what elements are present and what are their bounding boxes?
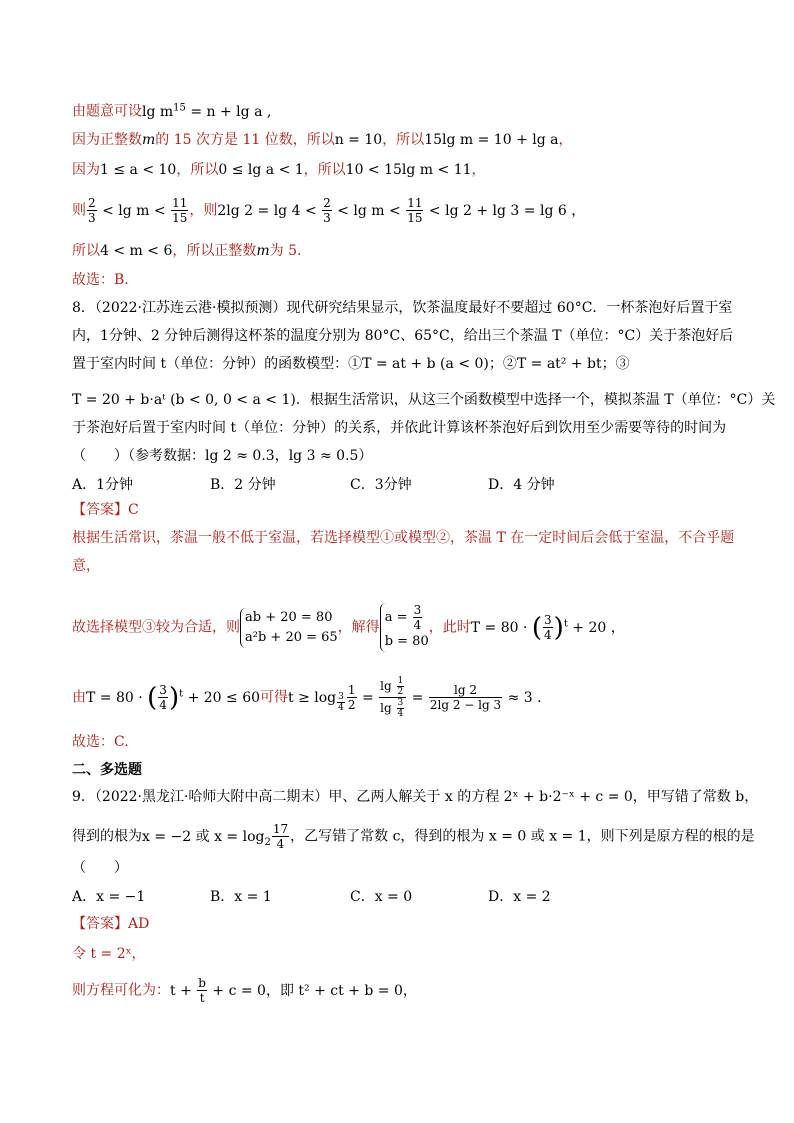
math-text: < lg m < xyxy=(332,202,406,219)
equation: a = xyxy=(384,610,412,625)
denominator: 3 xyxy=(88,211,96,225)
fraction xyxy=(158,683,168,712)
math-text: < lg m < xyxy=(97,202,171,219)
fraction xyxy=(272,822,289,851)
math-sub: 2 xyxy=(264,836,271,848)
math-text: m xyxy=(256,243,270,259)
math-text: 10 < 15lg m < 11 xyxy=(345,162,472,178)
q9-sol-line-1: 令 t = 2ˣ， xyxy=(72,946,146,962)
text: 可得 xyxy=(260,689,289,706)
denominator: t xyxy=(199,991,205,1005)
numerator: 3 xyxy=(338,692,344,703)
fraction: $\frac{1}{2}$ xyxy=(347,683,356,712)
equation: b = 80 xyxy=(384,634,429,649)
text: ， xyxy=(471,162,486,178)
math-text: + 20 ， xyxy=(567,619,625,636)
option-a: A．x = −1 xyxy=(72,889,146,905)
numerator: b xyxy=(198,976,206,990)
q8-options xyxy=(72,475,555,495)
text: ，所以 xyxy=(303,162,346,178)
text: ，所以 xyxy=(176,162,219,178)
text: 为 5. xyxy=(269,243,302,259)
q8-choose: 故选：C. xyxy=(72,734,129,750)
numerator: 3 xyxy=(413,603,422,617)
math-text: 1 ≤ a < 10 xyxy=(100,162,177,178)
text: 故选择模型③较为合适，则 xyxy=(72,619,240,636)
option-d: D．x = 2 xyxy=(488,889,551,905)
fraction xyxy=(171,196,188,225)
solution-system xyxy=(380,603,429,652)
text: ，乙写错了常数 c，得到的根为 x = 0 或 x = 1，则下列是原方程的根的是 xyxy=(290,828,755,845)
fraction xyxy=(429,683,502,712)
denominator: 2lg 2 − lg 3 xyxy=(429,698,502,712)
math-text: t + xyxy=(170,982,197,999)
fraction xyxy=(197,976,207,1005)
q8-sol-line-1: 根据生活常识，茶温一般不低于室温，若选择模型①或模型②，茶温 T 在一定时间后会低于室温，不合乎题 xyxy=(72,530,735,546)
denominator: 3 xyxy=(323,211,331,225)
sol7-choose: 故选：B. xyxy=(72,272,129,288)
text: 由题意可设 xyxy=(72,103,142,120)
q8-answer: 【答案】C xyxy=(72,502,139,518)
equation-system xyxy=(240,608,338,648)
equation: ab + 20 = 80 xyxy=(245,609,333,625)
sol7-line-5 xyxy=(72,241,301,261)
numerator: 11 xyxy=(407,196,423,210)
q9-sol-line-2 xyxy=(72,976,417,1005)
denominator: 15 xyxy=(407,211,423,225)
text: 则方程可化为： xyxy=(72,982,170,999)
q8-sol-line-3: 故选择模型③较为合适，则 ab + 20 = 80 a²b + 20 = 65 ，解得 a = $\frac{3}{4}$ b = 80 ，此时T = 80 · ( $\frac{3}{4}$ )$^t$ + 20 ， xyxy=(72,603,625,652)
denominator: 4 xyxy=(413,618,422,632)
text: 因为 xyxy=(72,162,100,178)
math-text: 15lg m = 10 + lg a xyxy=(424,132,559,148)
option-b: B．x = 1 xyxy=(210,889,272,905)
denominator: 15 xyxy=(172,211,188,225)
option-b: B．2 分钟 xyxy=(210,477,276,493)
text: 由 xyxy=(72,689,86,706)
math-text: = n + lg a , xyxy=(185,103,272,120)
text: 的 15 次方是 11 位数，所以 xyxy=(155,132,335,148)
denominator: 4 xyxy=(338,703,344,714)
sol7-line-3 xyxy=(72,160,486,180)
numerator: 17 xyxy=(272,822,289,836)
option-c: C．x = 0 xyxy=(350,889,413,905)
denominator: 4 xyxy=(276,837,285,851)
text: ，此时 xyxy=(428,619,471,636)
q8-line-5: 于茶泡好后置于室内时间 t（单位：分钟）的关系，并依此计算该杯茶泡好后到饮用至少需要等待的时间为 xyxy=(72,420,727,436)
numerator: lg 2 xyxy=(429,683,502,698)
text: ， xyxy=(558,132,573,148)
fraction xyxy=(413,603,423,632)
q8-line-4: T = 20 + b·aᵗ (b < 0, 0 < a < 1)．根据生活常识，从这三个函数模型中选择一个，模拟茶温 T（单位：°C）关 xyxy=(72,392,776,408)
fraction xyxy=(406,196,423,225)
section-heading: 二、多选题 xyxy=(72,762,142,778)
math-text: t ≥ log xyxy=(288,689,337,706)
q9-answer: 【答案】AD xyxy=(72,916,150,932)
text: 因为正整数 xyxy=(72,132,142,148)
text: 则 xyxy=(72,202,86,219)
option-d: D．4 分钟 xyxy=(488,477,555,493)
text: 所以 xyxy=(72,243,100,259)
numerator: 2 xyxy=(323,196,331,210)
sol7-line-1 xyxy=(72,98,271,122)
denominator: 4 xyxy=(159,698,167,712)
math-text: 2lg 2 = lg 4 < xyxy=(217,202,322,219)
text: ，解得 xyxy=(337,619,380,636)
q8-line-3: 置于室内时间 t（单位：分钟）的函数模型：①T = at + b (a < 0)；②T = at² + bt；③ xyxy=(72,356,630,372)
text: ，所以 xyxy=(382,132,425,148)
numerator: 3 xyxy=(159,683,167,697)
numerator: 3 xyxy=(544,613,552,627)
math-text: + c = 0，即 t² + ct + b = 0， xyxy=(207,982,417,999)
sol7-line-4 xyxy=(72,196,585,225)
log-base-fraction xyxy=(337,692,345,713)
numerator: 2 xyxy=(88,196,96,210)
math-text: = xyxy=(407,689,428,706)
option-a: A．1分钟 xyxy=(72,477,134,493)
q9-line-3: （ ） xyxy=(72,860,128,876)
q8-line-6: （ ）（参考数据：lg 2 ≈ 0.3，lg 3 ≈ 0.5） xyxy=(72,448,373,464)
q9-line-1: 9．（2022·黑龙江·哈师大附中高二期末）甲、乙两人解关于 x 的方程 2ˣ + b·2⁻ˣ + c = 0，甲写错了常数 b， xyxy=(72,789,759,805)
denominator: 4 xyxy=(544,628,552,642)
math-text: m xyxy=(142,132,156,148)
q8-sol-line-2: 意， xyxy=(72,558,100,574)
q9-line-2 xyxy=(72,822,755,852)
numerator: 11 xyxy=(172,196,188,210)
equation: a²b + 20 = 65 xyxy=(245,629,338,645)
math-text: + 20 ≤ 60 xyxy=(183,689,261,706)
math-sup: 15 xyxy=(173,102,186,113)
math-text: lg m xyxy=(142,103,174,120)
math-text: 0 ≤ lg a < 1 xyxy=(218,162,304,178)
math-text: ≈ 3 . xyxy=(503,689,542,706)
text: 得到的根为 xyxy=(72,828,142,845)
fraction: lg $\frac{1}{2}$ lg $\frac{3}{4}$ xyxy=(379,676,406,719)
q8-line-2: 内，1分钟、2 分钟后测得这杯茶的温度分别为 80°C、65°C，给出三个茶温 T（单位：°C）关于茶泡好后 xyxy=(72,328,734,344)
math-text: n = 10 xyxy=(334,132,383,148)
fraction xyxy=(543,613,553,642)
math-text: < lg 2 + lg 3 = lg 6 ， xyxy=(424,202,586,219)
q8-sol-line-4: 由T = 80 · ( $\frac{3}{4}$ )$^t$ + 20 ≤ 60可得t ≥ log $_{\frac{3}{4}}$ $\frac{1}{2}$ = lg $\frac{1}{2}$ lg $\frac{3}{4}$ = $\frac{\lg 2}{2\lg 2 - \lg 3}$ ≈ 3 . xyxy=(72,676,542,719)
fraction xyxy=(87,196,97,225)
text: ，所以正整数 xyxy=(172,243,257,259)
text: ，则 xyxy=(189,202,218,219)
math-text: x = −2 或 x = log xyxy=(142,828,265,845)
math-text: T = 80 · xyxy=(86,689,148,706)
fraction xyxy=(322,196,332,225)
math-text: 4 < m < 6 xyxy=(100,243,173,259)
option-c: C．3分钟 xyxy=(350,477,412,493)
q9-options xyxy=(72,887,551,907)
sol7-line-2 xyxy=(72,130,572,150)
math-text: T = 80 · xyxy=(470,619,532,636)
q8-line-1: 8．（2022·江苏连云港·模拟预测）现代研究结果显示，饮茶温度最好不要超过 60°C．一杯茶泡好后置于室 xyxy=(72,300,733,316)
math-text: = xyxy=(357,689,379,706)
